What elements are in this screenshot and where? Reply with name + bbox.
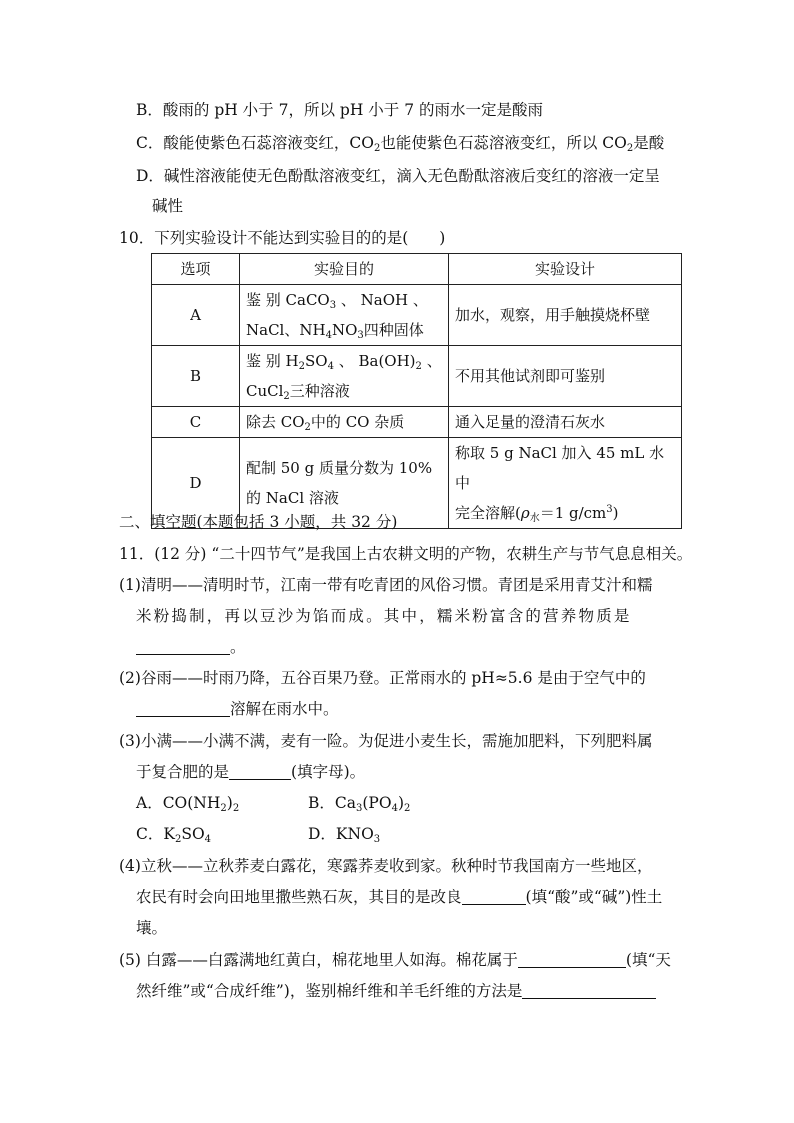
q11-part1-line1: (1)清明——清明时节，江南一带有吃青团的风俗习惯。青团是采用青艾汁和糯 [119, 576, 653, 594]
line-text: 溶解在雨水中。 [230, 700, 339, 718]
option-text: ) [226, 794, 233, 812]
cell-text: NO [331, 321, 358, 339]
section-heading: 二、填空题(本题包括 3 小题，共 32 分) [119, 513, 398, 531]
rho-symbol: ρ [520, 504, 530, 522]
table-cell-option: D [152, 438, 240, 529]
table-cell-aim [240, 407, 449, 438]
option-text: D．KNO [308, 825, 374, 843]
experiment-table [151, 253, 682, 529]
q11-part5-line2 [136, 981, 656, 1001]
table-cell-design: 不用其他试剂即可鉴别 [449, 346, 682, 407]
cell-text: 四种固体 [363, 321, 424, 339]
cell-text: 鉴 别 H [246, 352, 299, 370]
q11-part3-line2 [136, 762, 365, 782]
table-header: 选项 [152, 254, 240, 285]
cell-text: SO [305, 352, 328, 370]
subscript: 4 [325, 330, 332, 341]
line-text: 然纤维”或“合成纤维”)，鉴别棉纤维和羊毛纤维的方法是 [136, 982, 523, 1000]
subscript: 4 [327, 361, 334, 372]
answer-blank[interactable] [518, 951, 626, 968]
subscript: 2 [220, 803, 227, 814]
table-header: 实验目的 [240, 254, 449, 285]
q9-option-d-line1: D．碱性溶液能使无色酚酞溶液变红，滴入无色酚酞溶液后变红的溶液一定呈 [136, 167, 660, 185]
cell-text: 、 Ba(OH) [333, 352, 416, 370]
cell-text: 完全溶解( [455, 504, 521, 522]
cell-text: NaCl、NH [246, 321, 326, 339]
option-text: A．CO(NH [136, 794, 221, 812]
subscript: 3 [356, 803, 363, 814]
q9-option-d-line2: 碱性 [152, 197, 184, 215]
q11-part1-line3 [136, 637, 246, 657]
subscript: 2 [174, 834, 182, 845]
q10-stem: 10．下列实验设计不能达到实验目的的是( ) [119, 229, 446, 247]
q9-option-c-text: 也能使紫色石蕊溶液变红，所以 CO [380, 134, 627, 152]
subscript: 2 [626, 143, 634, 154]
q9-option-c [136, 133, 664, 153]
cell-text: 除去 CO [246, 413, 305, 431]
subscript: 4 [204, 834, 212, 845]
answer-blank[interactable] [136, 638, 230, 655]
q9-option-c-text: C．酸能使紫色石蕊溶液变红，CO [136, 134, 374, 152]
q9-option-b: B．酸雨的 pH 小于 7，所以 pH 小于 7 的雨水一定是酸雨 [136, 101, 543, 119]
answer-blank[interactable] [136, 700, 230, 717]
line-text: (填“天 [625, 951, 671, 969]
subscript: 2 [373, 143, 381, 154]
cell-text: CuCl [246, 382, 284, 400]
option-text: B．Ca [308, 794, 356, 812]
option-text: C．K [136, 825, 175, 843]
answer-blank[interactable] [229, 763, 291, 780]
subscript: 4 [391, 803, 398, 814]
q11-option-c [136, 824, 211, 844]
table-cell-aim [240, 285, 449, 346]
answer-blank[interactable] [522, 982, 656, 999]
subscript: 2 [232, 803, 240, 814]
subscript: 3 [373, 834, 381, 845]
q11-part3-line1: (3)小满——小满不满，麦有一险。为促进小麦生长，需施加肥料，下列肥料属 [119, 732, 653, 750]
table-cell-option: C [152, 407, 240, 438]
subscript: 2 [404, 803, 411, 814]
table-cell-design [449, 438, 682, 529]
cell-text: 三种溶液 [289, 382, 350, 400]
cell-text: ) [612, 504, 619, 522]
q11-option-a [136, 793, 239, 813]
table-cell-option: A [152, 285, 240, 346]
option-text: ) [397, 794, 404, 812]
cell-text: 称取 5 g NaCl 加入 45 mL 水中 [455, 444, 665, 492]
superscript: 3 [606, 504, 613, 515]
q11-part2-line2 [136, 699, 339, 719]
cell-text: 的 NaCl 溶液 [246, 489, 339, 507]
q11-stem: 11．(12 分) “二十四节气”是我国上古农耕文明的产物，农耕生产与节气息息相关。 [119, 545, 693, 563]
table-cell-design: 通入足量的澄清石灰水 [449, 407, 682, 438]
q11-part1-line2: 米粉捣制，再以豆沙为馅而成。其中，糯米粉富含的营养物质是 [136, 607, 632, 625]
table-row [152, 346, 682, 407]
table-header: 实验设计 [449, 254, 682, 285]
answer-blank[interactable] [462, 888, 526, 905]
cell-text: ＝1 g/cm [539, 504, 607, 522]
line-text: (5) 白露——白露满地红黄白，棉花地里人如海。棉花属于 [119, 951, 518, 969]
cell-text: 中的 CO 杂质 [310, 413, 405, 431]
table-row [152, 285, 682, 346]
cell-text: 、 [421, 352, 442, 370]
subscript: 3 [357, 330, 364, 341]
table-cell-design: 加水，观察，用手触摸烧杯壁 [449, 285, 682, 346]
q11-option-d [308, 824, 380, 844]
subscript: 2 [415, 361, 422, 372]
q11-part4-line3: 壤。 [136, 919, 168, 937]
subscript: 2 [304, 422, 311, 433]
line-text: (填“酸”或“碱”)性土 [525, 888, 663, 906]
q11-part5-line1 [119, 950, 671, 970]
table-header-row [152, 254, 682, 285]
table-row [152, 407, 682, 438]
subscript: 2 [283, 391, 290, 402]
q11-option-b [308, 793, 410, 813]
line-text: (填字母)。 [291, 763, 366, 781]
line-text: 。 [230, 638, 246, 656]
q11-part4-line2 [136, 887, 662, 907]
q11-part4-line1: (4)立秋——立秋荞麦白露花，寒露荞麦收到家。秋种时节我国南方一些地区， [119, 857, 653, 875]
line-text: 农民有时会向田地里撒些熟石灰，其目的是改良 [136, 888, 462, 906]
cell-text: 配制 50 g 质量分数为 10% [246, 459, 433, 477]
option-text: SO [181, 825, 205, 843]
q9-option-c-text: 是酸 [633, 134, 665, 152]
table-cell-option: B [152, 346, 240, 407]
cell-text: 、 NaOH 、 [336, 291, 428, 309]
option-text: (PO [362, 794, 392, 812]
subscript: 水 [529, 513, 540, 524]
subscript: 2 [298, 361, 305, 372]
q11-part2-line1: (2)谷雨——时雨乃降，五谷百果乃登。正常雨水的 pH≈5.6 是由于空气中的 [119, 669, 646, 687]
cell-text: 鉴 别 CaCO [246, 291, 330, 309]
subscript: 3 [329, 300, 337, 311]
line-text: 于复合肥的是 [136, 763, 230, 781]
table-cell-aim [240, 346, 449, 407]
